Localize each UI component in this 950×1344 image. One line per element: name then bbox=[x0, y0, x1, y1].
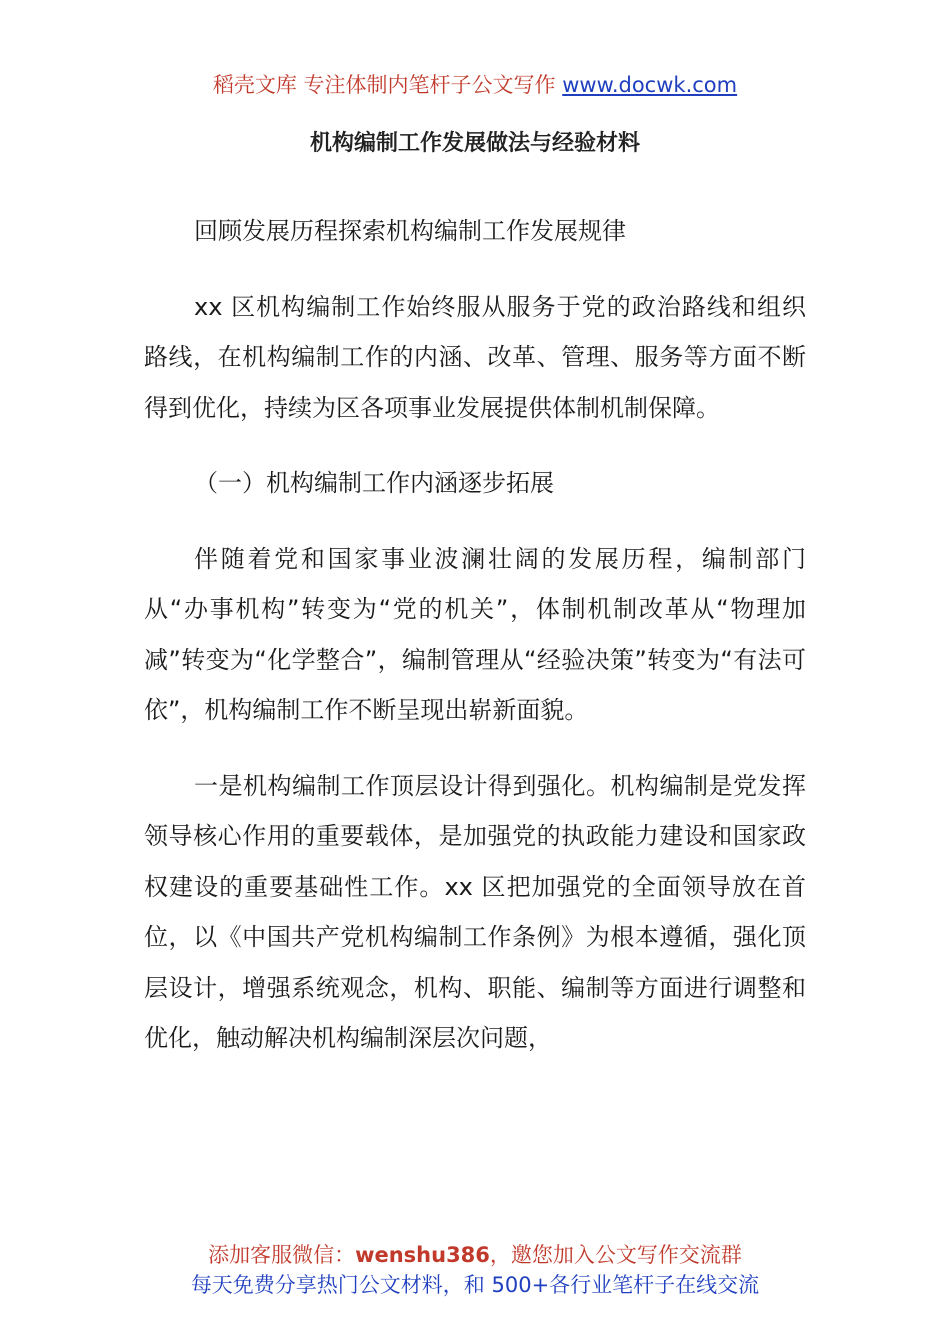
site-url-link[interactable]: www.docwk.com bbox=[562, 73, 738, 97]
site-brand-text: 稻壳文库 专注体制内笔杆子公文写作 bbox=[212, 73, 563, 97]
wechat-id: wenshu386 bbox=[355, 1243, 490, 1267]
subsection-heading: （一）机构编制工作内涵逐步拓展 bbox=[194, 469, 554, 497]
body-paragraph: xx 区机构编制工作始终服从服务于党的政治路线和组织路线，在机构编制工作的内涵、改革、管理、服务等方面不断得到优化，持续为区各项事业发展提供体制机制保障。 bbox=[144, 292, 806, 422]
footer-share-line: 每天免费分享热门公文材料，和 500+各行业笔杆子在线交流 bbox=[190, 1273, 760, 1297]
promo-footer bbox=[0, 1240, 950, 1300]
footer-contact-prefix: 添加客服微信： bbox=[208, 1243, 356, 1267]
document-title: 机构编制工作发展做法与经验材料 bbox=[309, 131, 640, 156]
document-body bbox=[144, 206, 806, 1089]
section-heading: 回顾发展历程探索机构编制工作发展规律 bbox=[194, 217, 626, 245]
footer-contact-suffix: ，邀您加入公文写作交流群 bbox=[489, 1243, 742, 1267]
body-paragraph: 一是机构编制工作顶层设计得到强化。机构编制是党发挥领导核心作用的重要载体，是加强党的执政能力建设和国家政权建设的重要基础性工作。xx 区把加强党的全面领导放在首位，以《中国共产党机构编制工作条例》为根本遵循，强化顶层设计，增强系统观念，机构、职能、编制等方面进行调整和优化，触动解决机构编制深层次问题， bbox=[144, 771, 806, 1052]
site-header bbox=[0, 70, 950, 100]
footer-contact-line bbox=[0, 1240, 950, 1270]
body-paragraph: 伴随着党和国家事业波澜壮阔的发展历程，编制部门从“办事机构”转变为“党的机关”，体制机制改革从“物理加减”转变为“化学整合”，编制管理从“经验决策”转变为“有法可依”，机构编制工作不断呈现出崭新面貌。 bbox=[144, 544, 806, 724]
